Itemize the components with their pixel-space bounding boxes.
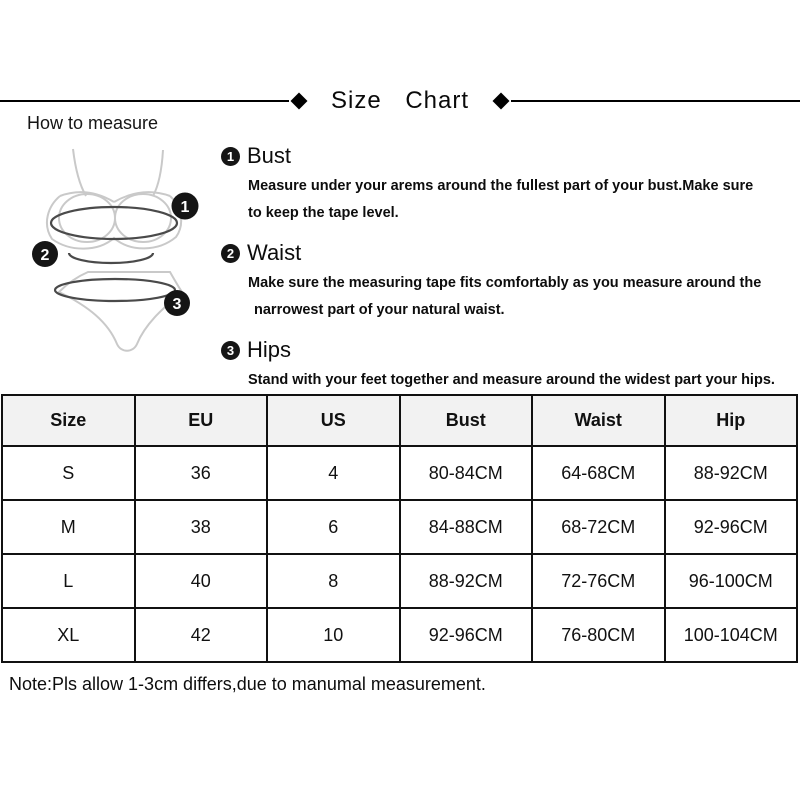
cell-m-waist: 68-72CM [532,500,665,554]
size-table-wrap [1,394,798,663]
step-bust [221,143,796,227]
cell-m-size: M [2,500,135,554]
cell-s-us: 4 [267,446,400,500]
size-row-s [2,446,797,500]
col-header-size: Size [2,395,135,446]
col-header-hip: Hip [665,395,798,446]
cell-m-eu: 38 [135,500,268,554]
step-hips-line-1: Stand with your feet together and measure around the widest part your hips. [248,372,775,388]
step-bust-heading [221,143,796,169]
how-to-measure-heading: How to measure [27,113,159,133]
size-row-xl [2,608,797,662]
col-header-bust: Bust [400,395,533,446]
size-table [1,394,798,663]
size-row-l [2,554,797,608]
cell-xl-size: XL [2,608,135,662]
cell-xl-us: 10 [267,608,400,662]
svg-text:1: 1 [180,199,190,216]
size-table-header-row [2,395,797,446]
diamond-right-icon [493,93,510,110]
col-header-us: US [267,395,400,446]
step-hips-description [248,367,796,394]
svg-text:3: 3 [172,296,182,313]
cell-s-hip: 88-92CM [665,446,798,500]
cell-xl-hip: 100-104CM [665,608,798,662]
cell-s-bust: 80-84CM [400,446,533,500]
cell-s-eu: 36 [135,446,268,500]
svg-text:2: 2 [40,247,50,264]
col-header-waist: Waist [532,395,665,446]
diagram-marker-3 [164,290,190,316]
step-hips [221,337,796,394]
step-2-badge-icon: 2 [221,244,240,263]
step-1-badge-icon: 1 [221,147,240,166]
cell-l-hip: 96-100CM [665,554,798,608]
cell-l-us: 8 [267,554,400,608]
waist-tape-arc [69,253,153,263]
cell-l-waist: 72-76CM [532,554,665,608]
cell-l-size: L [2,554,135,608]
page-title: Size Chart [330,87,470,114]
cell-xl-waist: 76-80CM [532,608,665,662]
diagram-marker-1 [172,193,199,220]
cell-m-hip: 92-96CM [665,500,798,554]
diamond-left-icon [290,93,307,110]
step-3-badge-icon: 3 [221,341,240,360]
title-rule-left [0,100,289,102]
step-hips-heading [221,337,796,363]
col-header-eu: EU [135,395,268,446]
cell-xl-bust: 92-96CM [400,608,533,662]
title-rule-right [511,100,800,102]
cell-l-eu: 40 [135,554,268,608]
step-hips-label: Hips [247,337,292,362]
cell-l-bust: 88-92CM [400,554,533,608]
title-band [0,87,800,115]
step-waist-line-1: Make sure the measuring tape fits comfortably as you measure around the [248,275,762,291]
step-bust-line-2: to keep the tape level. [248,205,399,221]
size-row-m [2,500,797,554]
note-text: Note:Pls allow 1-3cm differs,due to manumal measurement. [9,674,486,694]
cell-m-bust: 84-88CM [400,500,533,554]
step-waist-heading [221,240,796,266]
measure-diagram [30,138,215,363]
step-waist-line-2: narrowest part of your natural waist. [254,302,505,318]
step-bust-line-1: Measure under your arems around the fullest part of your bust.Make sure [248,178,754,194]
cell-s-waist: 64-68CM [532,446,665,500]
step-waist-label: Waist [247,240,302,265]
step-bust-label: Bust [247,143,292,168]
step-bust-description [248,173,796,227]
diagram-marker-2 [32,241,58,267]
cell-s-size: S [2,446,135,500]
measure-steps [221,143,796,407]
cell-m-us: 6 [267,500,400,554]
step-waist-description [248,270,796,324]
cell-xl-eu: 42 [135,608,268,662]
step-waist [221,240,796,324]
